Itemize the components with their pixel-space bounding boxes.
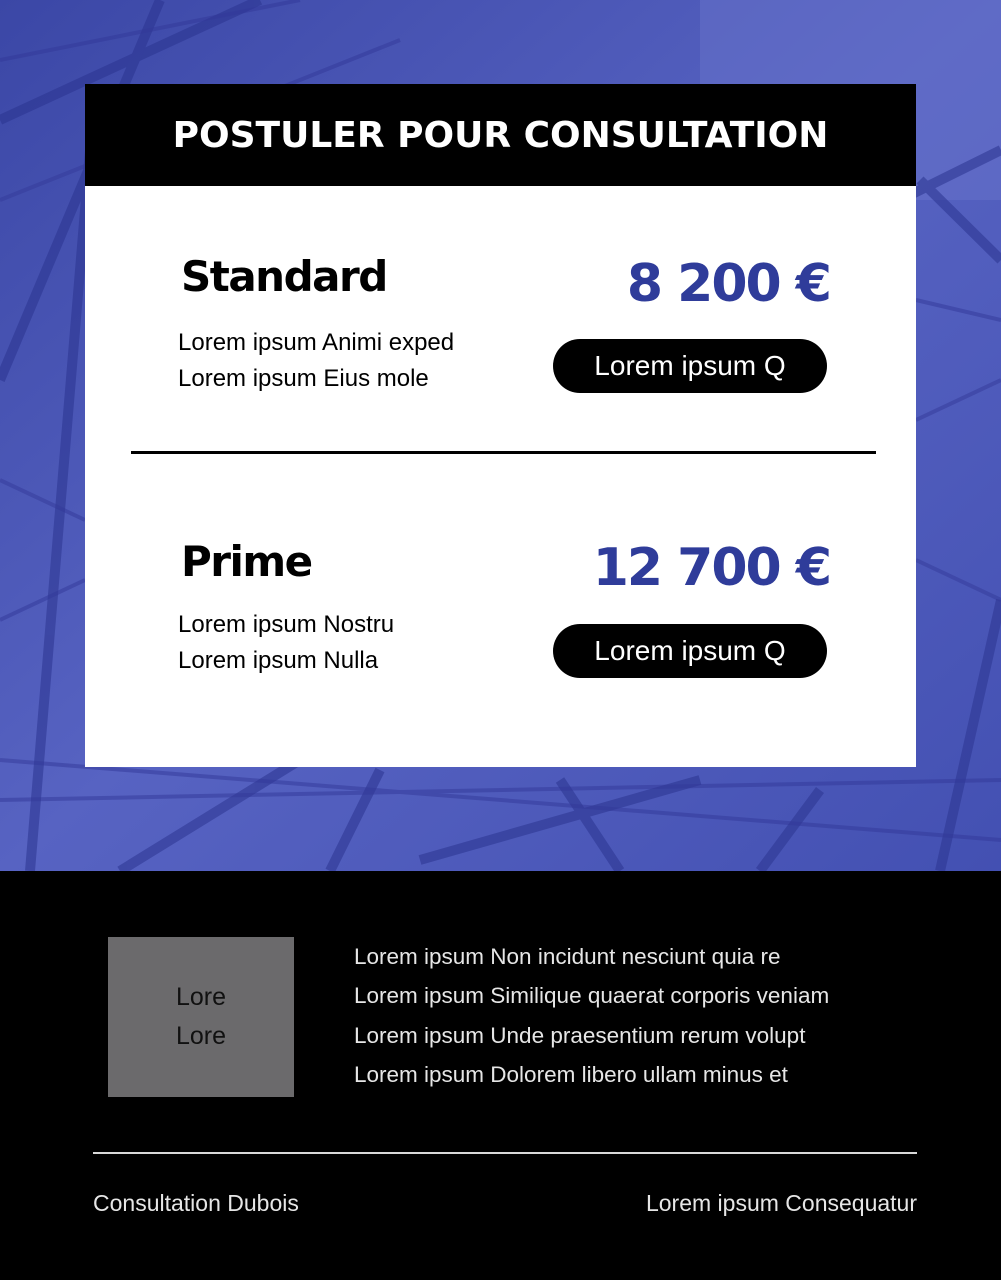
plan-price-prime: 12 700 €: [592, 538, 830, 598]
plan-desc-line: Lorem ipsum Nulla: [178, 647, 379, 674]
plan-desc-line: Lorem ipsum Eius mole: [178, 365, 429, 392]
standard-apply-button[interactable]: Lorem ipsum Q: [553, 339, 827, 393]
plan-price-standard: 8 200 €: [626, 254, 830, 314]
plan-name-standard: Standard: [181, 252, 387, 301]
footer-text-line: Lorem ipsum Unde praesentium rerum volupt: [354, 1022, 806, 1048]
footer-text-line: Lorem ipsum Non incidunt nesciunt quia re: [354, 944, 781, 969]
footer-right-text: Lorem ipsum Consequatur: [645, 1190, 917, 1216]
plan-divider: [131, 451, 876, 454]
footer-brand: Consultation Dubois: [93, 1190, 299, 1216]
plan-name-prime: Prime: [181, 537, 312, 586]
page-title: POSTULER POUR CONSULTATION: [172, 114, 829, 156]
card-header: [85, 84, 916, 186]
plan-description-standard: [178, 325, 454, 397]
plan-description-prime: [178, 607, 394, 679]
footer-text-line: Lorem ipsum Dolorem libero ullam minus et: [354, 1061, 788, 1087]
footer-description: [354, 937, 829, 1094]
footer-divider: [93, 1152, 917, 1154]
prime-apply-button[interactable]: Lorem ipsum Q: [553, 624, 827, 678]
photo-placeholder: [108, 937, 294, 1097]
plan-desc-line: Lorem ipsum Animi exped: [178, 329, 455, 356]
photo-label: Lore: [175, 983, 227, 1011]
photo-label: Lore: [175, 1022, 227, 1050]
pricing-card: [85, 186, 916, 767]
footer-text-line: Lorem ipsum Similique quaerat corporis veniam: [354, 983, 830, 1009]
plan-desc-line: Lorem ipsum Nostru: [178, 611, 395, 638]
